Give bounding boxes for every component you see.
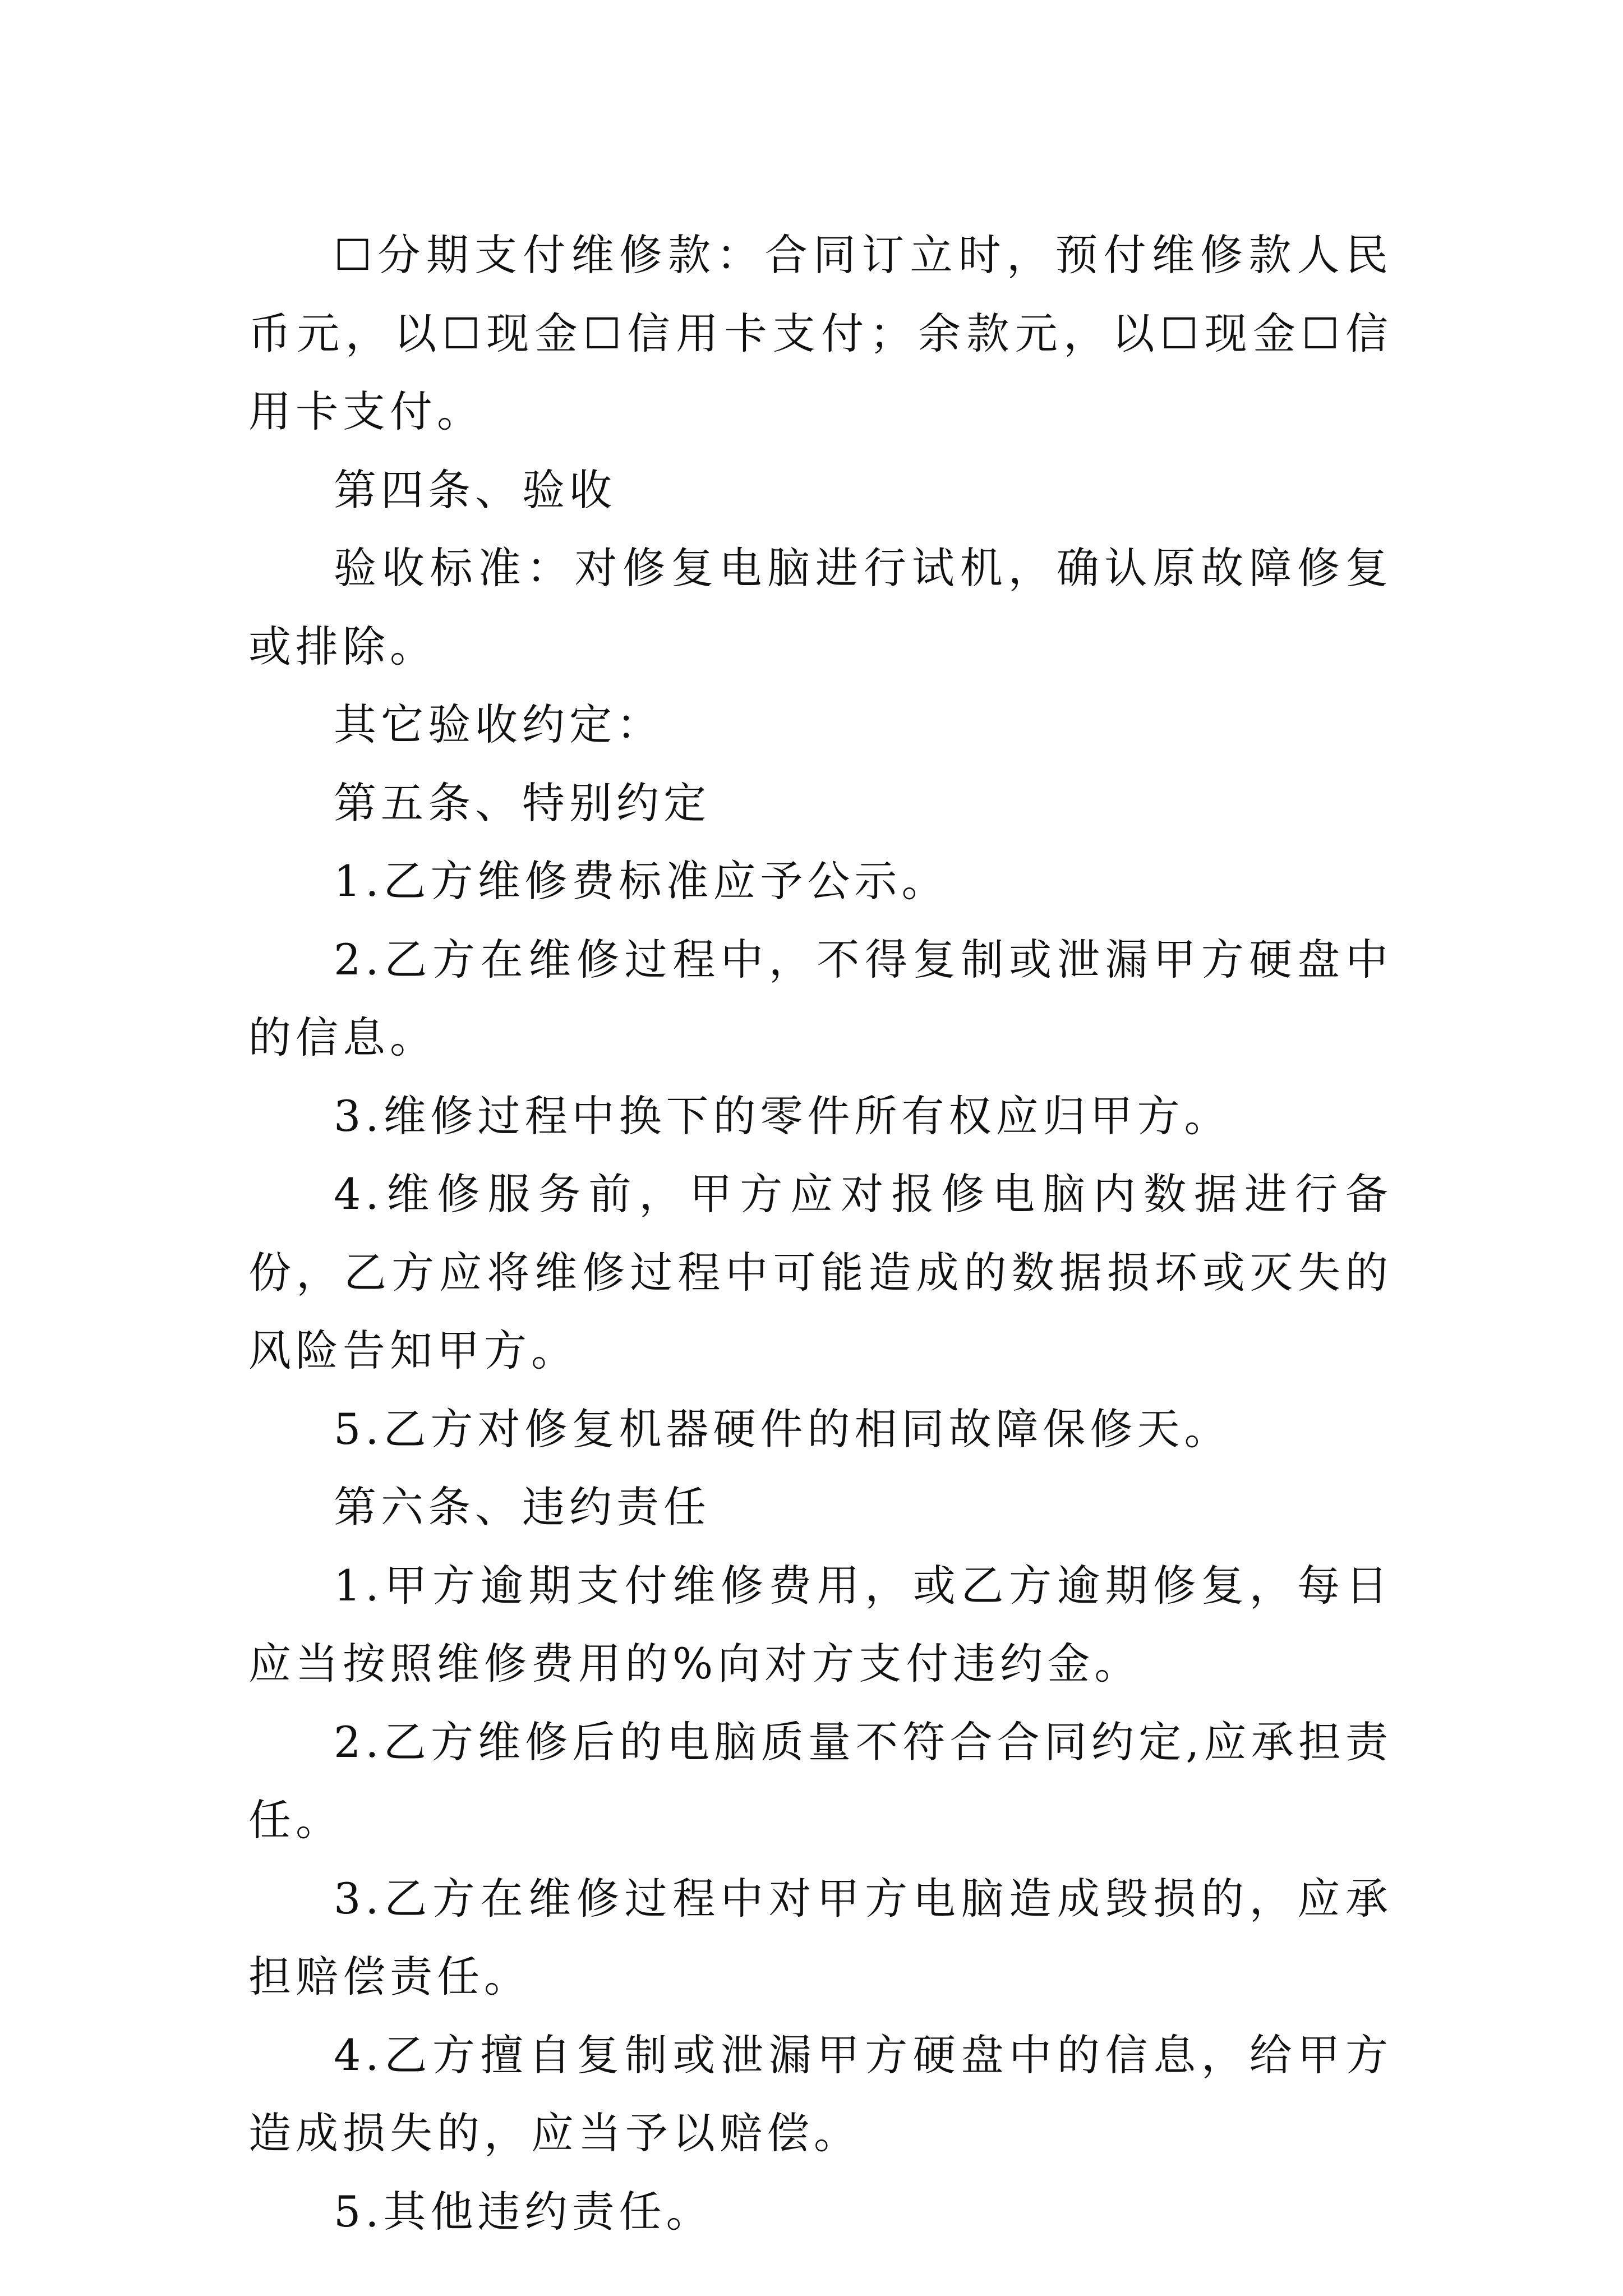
- heading-article-6: 第六条、违约责任: [334, 1482, 711, 1532]
- list-item: 3.乙方在维修过程中对甲方电脑造成毁损的，应承担赔偿责任。: [248, 1873, 1393, 2001]
- list-item: 4.维修服务前，甲方应对报修电脑内数据进行备份，乙方应将维修过程中可能造成的数据损坏或灭失的风险告知甲方。: [248, 1169, 1393, 1375]
- list-item: 2.乙方在维修过程中，不得复制或泄漏甲方硬盘中的信息。: [248, 934, 1393, 1062]
- heading-article-4: 第四条、验收: [334, 464, 616, 515]
- list-item: 2.乙方维修后的电脑质量不符合合同约定,应承担责任。: [248, 1717, 1393, 1845]
- paragraph-installment-payment: ☐分期支付维修款：合同订立时，预付维修款人民币元，以☐现金☐信用卡支付；余款元，以☐现金☐信用卡支付。: [248, 230, 1393, 436]
- list-item: 4.乙方擅自复制或泄漏甲方硬盘中的信息，给甲方造成损失的，应当予以赔偿。: [248, 2030, 1393, 2158]
- list-item: 1.甲方逾期支付维修费用，或乙方逾期修复，每日应当按照维修费用的%向对方支付违约金。: [248, 1560, 1393, 1688]
- list-item: 5.乙方对修复机器硬件的相同故障保修天。: [334, 1404, 1232, 1454]
- document-body: [248, 216, 1393, 2251]
- heading-article-5: 第五条、特别约定: [334, 777, 711, 828]
- list-item: 1.乙方维修费标准应予公示。: [334, 856, 949, 906]
- paragraph-acceptance-standard: 验收标准：对修复电脑进行试机，确认原故障修复或排除。: [248, 543, 1393, 671]
- list-item: 5.其他违约责任。: [334, 2186, 713, 2237]
- list-item: 3.维修过程中换下的零件所有权应归甲方。: [334, 1091, 1232, 1141]
- paragraph-other-acceptance: 其它验收约定：: [334, 700, 663, 749]
